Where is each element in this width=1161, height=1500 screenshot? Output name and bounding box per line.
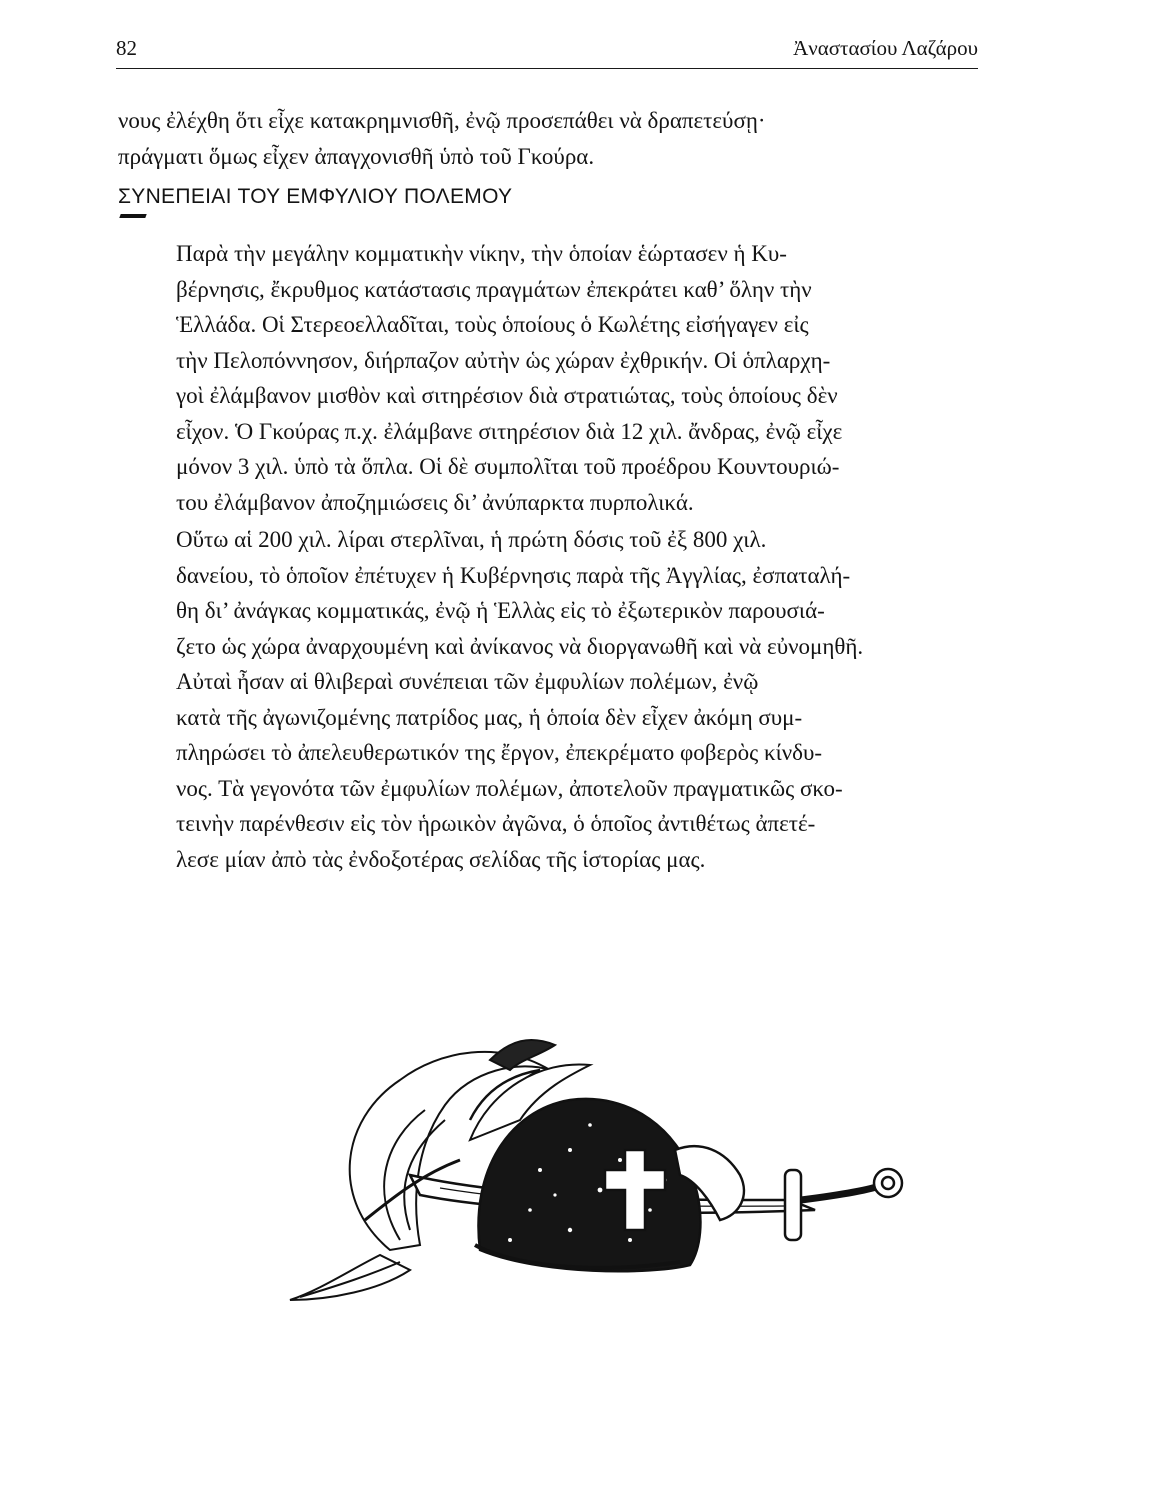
text-line: νος. Τὰ γεγονότα τῶν ἐμφυλίων πολέμων, ἀποτελοῦν πραγματικῶς σκο- <box>176 775 843 801</box>
text-line: μόνον 3 χιλ. ὑπὸ τὰ ὅπλα. Οἱ δὲ συμπολῖται τοῦ προέδρου Κουντουριώ- <box>176 454 840 479</box>
helmet-sword-plume-vignette-icon <box>270 1000 910 1320</box>
text-line: λεσε μίαν ἀπὸ τὰς ἐνδοξοτέρας σελίδας τῆς ἱστορίας μας. <box>176 846 706 872</box>
page-header <box>116 34 978 69</box>
paragraph-loan <box>118 522 978 877</box>
text-line: πράγματι ὅμως εἶχεν ἀπαγχονισθῆ ὑπὸ τοῦ Γκούρα. <box>118 143 595 169</box>
page-number: 82 <box>116 36 137 60</box>
text-line: θη δι’ ἀνάγκας κομματικάς, ἐνῷ ἡ Ἑλλὰς εἰς τὸ ἐξωτερικὸν παρουσιά- <box>176 598 825 623</box>
heading-underline-mark <box>119 214 146 218</box>
text-line: τεινὴν παρένθεσιν εἰς τὸν ἡρωικὸν ἀγῶνα, ὁ ὁποῖος ἀντιθέτως ἀπετέ- <box>176 811 816 836</box>
text-line: τὴν Πελοπόννησον, διήρπαζον αὐτὴν ὡς χώραν ἐχθρικήν. Οἱ ὁπλαρχη- <box>176 347 831 373</box>
text-line: του ἐλάμβανον ἀποζημιώσεις δι’ ἀνύπαρκτα πυρπολικά. <box>176 489 694 515</box>
paragraph-continued <box>118 103 978 174</box>
text-line: Παρὰ τὴν μεγάλην κομματικὴν νίκην, τὴν ὁποίαν ἑώρτασεν ἡ Κυ- <box>176 241 787 266</box>
running-head: Ἀναστασίου Λαζάρου <box>793 36 978 60</box>
text-line: νους ἐλέχθη ὅτι εἶχε κατακρημνισθῆ, ἐνῷ προσεπάθει νὰ δραπετεύσῃ· <box>118 108 766 133</box>
text-line: Ἑλλάδα. Οἱ Στερεοελλαδῖται, τοὺς ὁποίους ὁ Κωλέτης εἰσήγαγεν εἰς <box>176 312 809 337</box>
text-line: γοὶ ἐλάμβανον μισθὸν καὶ σιτηρέσιον διὰ στρατιώτας, τοὺς ὁποίους δὲν <box>176 383 838 408</box>
text-line: δανείου, τὸ ὁποῖον ἐπέτυχεν ἡ Κυβέρνησις παρὰ τῆς Ἀγγλίας, ἐσπαταλή- <box>176 562 851 588</box>
paragraph-consequences <box>118 236 978 520</box>
text-line: βέρνησις, ἔκρυθμος κατάστασις πραγμάτων ἐπεκράτει καθ’ ὅλην τὴν <box>176 276 812 302</box>
section-heading: ΣΥΝΕΠΕΙΑΙ ΤΟΥ ΕΜΦΥΛΙΟΥ ΠΟΛΕΜΟΥ <box>118 185 513 208</box>
text-line: εἶχον. Ὁ Γκούρας π.χ. ἐλάμβανε σιτηρέσιον διὰ 12 χιλ. ἄνδρας, ἐνῷ εἶχε <box>176 418 843 444</box>
text-line: ζετο ὡς χώρα ἀναρχουμένη καὶ ἀνίκανος νὰ διοργανωθῆ καὶ νὰ εὐνομηθῆ. <box>176 633 864 659</box>
page-body <box>118 103 978 877</box>
text-line: Οὕτω αἱ 200 χιλ. λίραι στερλῖναι, ἡ πρώτη δόσις τοῦ ἐξ 800 χιλ. <box>176 527 767 552</box>
text-line: κατὰ τῆς ἀγωνιζομένης πατρίδος μας, ἡ ὁποία δὲν εἶχεν ἀκόμη συμ- <box>176 704 803 730</box>
text-line: Αὐταὶ ἦσαν αἱ θλιβεραὶ συνέπειαι τῶν ἐμφυλίων πολέμων, ἐνῷ <box>176 669 759 694</box>
text-line: πληρώσει τὸ ἀπελευθερωτικόν της ἔργον, ἐπεκρέματο φοβερὸς κίνδυ- <box>176 740 823 765</box>
